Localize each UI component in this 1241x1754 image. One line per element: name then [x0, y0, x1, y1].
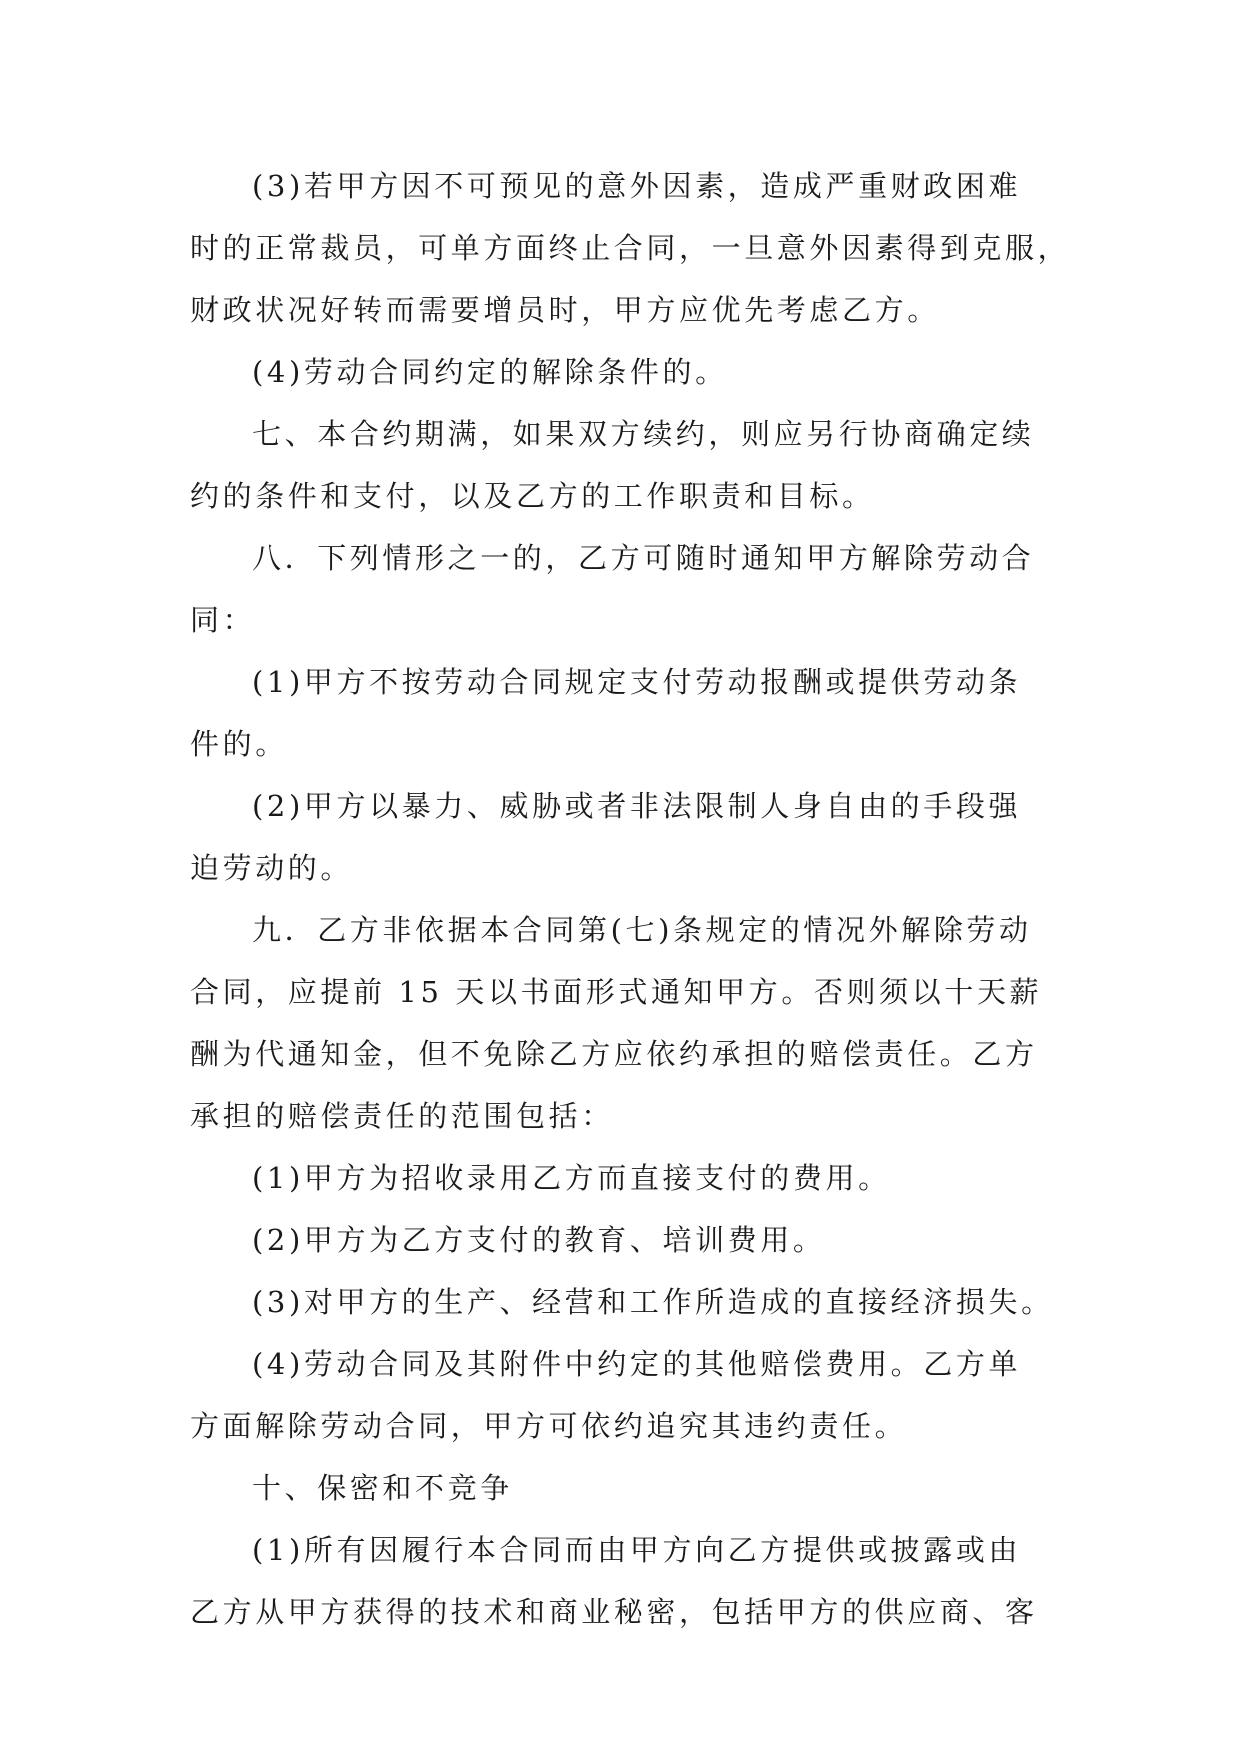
text-line: (3)若甲方因不可预见的意外因素，造成严重财政困难	[252, 169, 1022, 203]
text-line: 财政状况好转而需要增员时，甲方应优先考虑乙方。	[190, 293, 940, 327]
text-line: 合同，应提前 15 天以书面形式通知甲方。否则须以十天薪	[190, 975, 1043, 1009]
text-line: 十、保密和不竞争	[252, 1471, 513, 1505]
text-line: 乙方从甲方获得的技术和商业秘密，包括甲方的供应商、客	[190, 1595, 1038, 1629]
text-line: 约的条件和支付，以及乙方的工作职责和目标。	[190, 479, 875, 513]
text-line: 承担的赔偿责任的范围包括：	[190, 1099, 614, 1133]
text-line: (1)所有因履行本合同而由甲方向乙方提供或披露或由	[252, 1533, 1022, 1567]
text-line: 件的。	[190, 727, 288, 761]
text-line: 时的正常裁员，可单方面终止合同，一旦意外因素得到克服，	[190, 231, 1071, 265]
text-line: (4)劳动合同约定的解除条件的。	[252, 355, 728, 389]
text-line: 酬为代通知金，但不免除乙方应依约承担的赔偿责任。乙方	[190, 1037, 1038, 1071]
text-line: 同：	[190, 603, 256, 637]
text-line: (1)甲方为招收录用乙方而直接支付的费用。	[252, 1161, 891, 1195]
text-line: (2)甲方为乙方支付的教育、培训费用。	[252, 1223, 826, 1257]
text-line: (4)劳动合同及其附件中约定的其他赔偿费用。乙方单	[252, 1347, 1022, 1381]
text-line: 迫劳动的。	[190, 851, 354, 885]
text-line: (1)甲方不按劳动合同规定支付劳动报酬或提供劳动条	[252, 665, 1022, 699]
text-line: 九．乙方非依据本合同第(七)条规定的情况外解除劳动	[252, 913, 1032, 947]
text-line: 八．下列情形之一的，乙方可随时通知甲方解除劳动合	[252, 541, 1035, 575]
text-line: 方面解除劳动合同，甲方可依约追究其违约责任。	[190, 1409, 908, 1443]
text-line: (3)对甲方的生产、经营和工作所造成的直接经济损失。	[252, 1285, 1054, 1319]
text-line: 七、本合约期满，如果双方续约，则应另行协商确定续	[252, 417, 1035, 451]
text-line: (2)甲方以暴力、威胁或者非法限制人身自由的手段强	[252, 789, 1022, 823]
